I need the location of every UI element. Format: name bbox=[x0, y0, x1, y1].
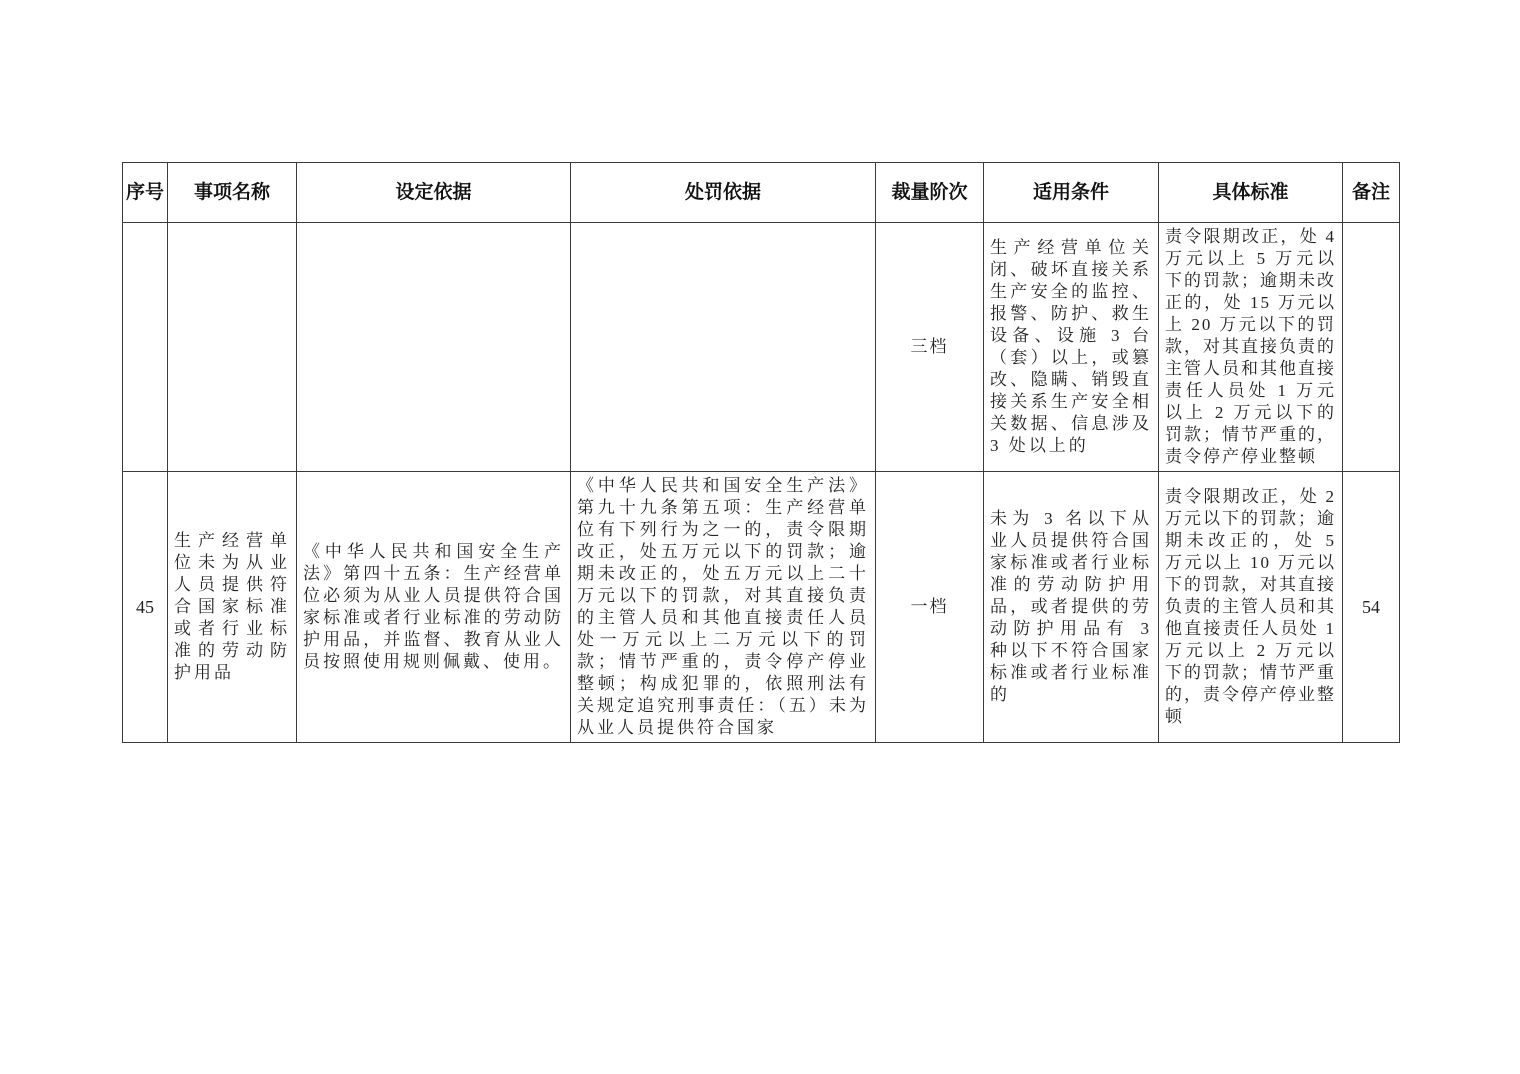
header-applicable-conditions: 适用条件 bbox=[984, 163, 1159, 223]
cell-specific-standard: 责令限期改正，处 4 万元以上 5 万元以下的罚款；逾期未改正的，处 15 万元以上 20 万元以下的罚款，对其直接负责的主管人员和其他直接责任人员处 1 万元以上 2 万元以下的罚款；情节严重的，责令停产停业整顿 bbox=[1159, 223, 1343, 472]
table-header-row bbox=[123, 163, 1400, 223]
penalty-discretion-table bbox=[122, 162, 1400, 743]
header-item-name: 事项名称 bbox=[168, 163, 297, 223]
header-specific-standard: 具体标准 bbox=[1159, 163, 1343, 223]
cell-penalty-basis bbox=[571, 223, 876, 472]
cell-remark: 54 bbox=[1343, 472, 1400, 743]
cell-applicable-conditions: 未为 3 名以下从业人员提供符合国家标准或者行业标准的劳动防护用品，或者提供的劳动防护用品有 3 种以下不符合国家标准或者行业标准的 bbox=[984, 472, 1159, 743]
header-penalty-basis: 处罚依据 bbox=[571, 163, 876, 223]
cell-item-name: 生产经营单位未为从业人员提供符合国家标准或者行业标准的劳动防护用品 bbox=[168, 472, 297, 743]
cell-specific-standard: 责令限期改正，处 2 万元以下的罚款；逾期未改正的，处 5 万元以上 10 万元以下的罚款，对其直接负责的主管人员和其他直接责任人员处 1 万元以上 2 万元以下的罚款；情节严重的，责令停产停业整顿 bbox=[1159, 472, 1343, 743]
table-row-continuation bbox=[123, 223, 1400, 472]
cell-penalty-basis: 《中华人民共和国安全生产法》第九十九条第五项：生产经营单位有下列行为之一的，责令限期改正，处五万元以下的罚款；逾期未改正的，处五万元以上二十万元以下的罚款，对其直接负责的主管人员和其他直接责任人员处一万元以上二万元以下的罚款；情节严重的，责令停产停业整顿；构成犯罪的，依照刑法有关规定追究刑事责任：（五）未为从业人员提供符合国家 bbox=[571, 472, 876, 743]
header-seq-number: 序号 bbox=[123, 163, 168, 223]
cell-seq-number bbox=[123, 223, 168, 472]
cell-seq-number: 45 bbox=[123, 472, 168, 743]
cell-remark bbox=[1343, 223, 1400, 472]
cell-discretion-level: 一档 bbox=[876, 472, 984, 743]
header-discretion-level: 裁量阶次 bbox=[876, 163, 984, 223]
header-setting-basis: 设定依据 bbox=[297, 163, 571, 223]
cell-setting-basis bbox=[297, 223, 571, 472]
cell-applicable-conditions: 生产经营单位关闭、破坏直接关系生产安全的监控、报警、防护、救生设备、设施 3 台（套）以上，或篡改、隐瞒、销毁直接关系生产安全相关数据、信息涉及 3 处以上的 bbox=[984, 223, 1159, 472]
table-row-45 bbox=[123, 472, 1400, 743]
header-remark: 备注 bbox=[1343, 163, 1400, 223]
cell-setting-basis: 《中华人民共和国安全生产法》第四十五条：生产经营单位必须为从业人员提供符合国家标准或者行业标准的劳动防护用品，并监督、教育从业人员按照使用规则佩戴、使用。 bbox=[297, 472, 571, 743]
cell-item-name bbox=[168, 223, 297, 472]
cell-discretion-level: 三档 bbox=[876, 223, 984, 472]
